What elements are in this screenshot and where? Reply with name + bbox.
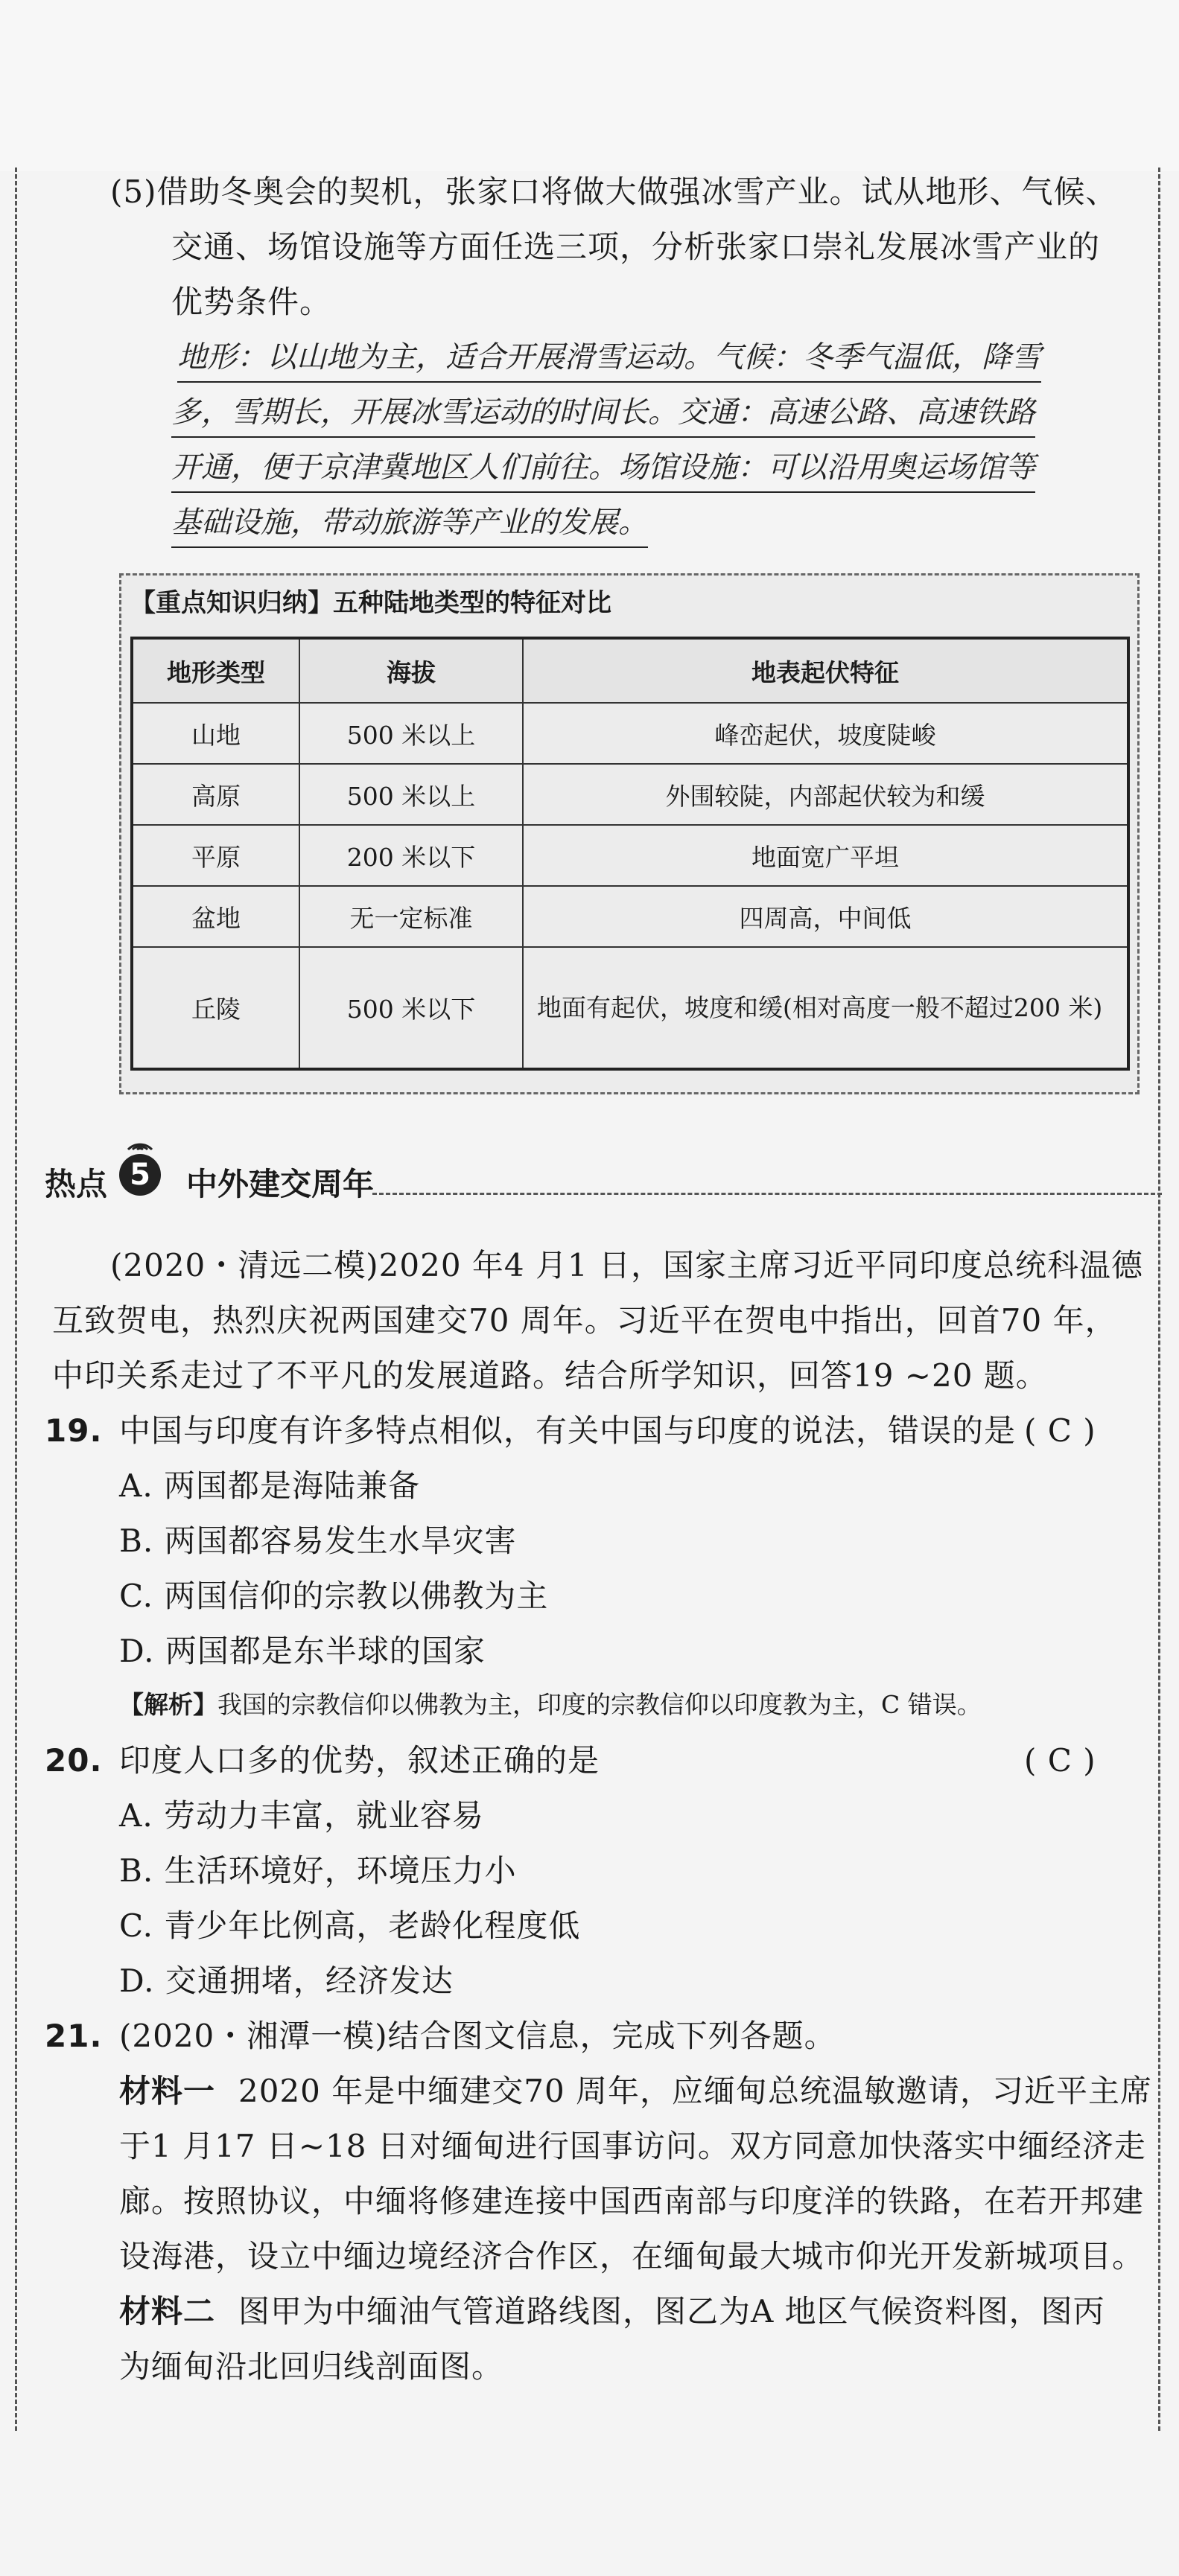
- q19-number: 19.: [45, 1412, 103, 1449]
- q19-option-d: D. 两国都是东半球的国家: [119, 1633, 486, 1669]
- signal-icon: [125, 1127, 155, 1154]
- table-header-row: [132, 638, 1128, 703]
- q5-answer-line-4: 基础设施，带动旅游等产业的发展。: [171, 500, 648, 548]
- q20-option-c: C. 青少年比例高，老龄化程度低: [119, 1907, 581, 1944]
- table-cell: 200 米以下: [299, 825, 523, 886]
- table-row: [132, 764, 1128, 825]
- hotspot-label: 热点: [45, 1166, 108, 1202]
- hotspot-divider: [372, 1193, 1162, 1195]
- intro-line-3: 中印关系走过了不平凡的发展道路。结合所学知识，回答19 ~20 题。: [52, 1357, 1048, 1394]
- explanation-text: 我国的宗教信仰以佛教为主，印度的宗教信仰以印度教为主，C 错误。: [217, 1690, 982, 1719]
- table-row: [132, 947, 1128, 1069]
- table-cell: 峰峦起伏，坡度陡峻: [523, 703, 1128, 764]
- q20-answer: ( C ): [1024, 1742, 1096, 1779]
- q20-option-d: D. 交通拥堵，经济发达: [119, 1963, 454, 1999]
- left-dashed-border: [15, 168, 17, 2431]
- q19-answer: ( C ): [1024, 1412, 1096, 1449]
- table-cell: 平原: [132, 825, 299, 886]
- q5-line-2: 交通、场馆设施等方面任选三项，分析张家口崇礼发展冰雪产业的: [171, 229, 1101, 265]
- table-header: 地形类型: [132, 638, 299, 703]
- material-one-line-4: 设海港，设立中缅边境经济合作区，在缅甸最大城市仰光开发新城项目。: [119, 2238, 1145, 2274]
- table-cell: 盆地: [132, 886, 299, 947]
- explanation-tag: 【解析】: [119, 1690, 217, 1719]
- table-header: 地表起伏特征: [523, 638, 1128, 703]
- intro-line-2: 互致贺电，热烈庆祝两国建交70 周年。习近平在贺电中指出，回首70 年，: [52, 1302, 1117, 1339]
- q20-option-a: A. 劳动力丰富，就业容易: [119, 1797, 485, 1834]
- table-cell: 地面有起伏，坡度和缓(相对高度一般不超过200 米): [523, 947, 1128, 1069]
- right-dashed-border: [1158, 168, 1160, 2431]
- q20-number: 20.: [45, 1742, 103, 1779]
- q19-option-c: C. 两国信仰的宗教以佛教为主: [119, 1578, 549, 1614]
- table-row: [132, 886, 1128, 947]
- hotspot-number: 5: [119, 1154, 161, 1196]
- hotspot-title: 中外建交周年: [186, 1166, 375, 1202]
- material-one-line-2: 于1 月17 日~18 日对缅甸进行国事访问。双方同意加快落实中缅经济走: [119, 2128, 1146, 2164]
- q21-stem: (2020・湘潭一模)结合图文信息，完成下列各题。: [119, 2018, 836, 2054]
- q19-stem: 中国与印度有许多特点相似，有关中国与印度的说法，错误的是: [119, 1412, 1017, 1449]
- q20-option-b: B. 生活环境好，环境压力小: [119, 1852, 517, 1889]
- landform-table: [130, 637, 1130, 1071]
- q5-line-1: (5)借助冬奥会的契机，张家口将做大做强冰雪产业。试从地形、气候、: [110, 173, 1118, 210]
- material-one-line-1: 2020 年是中缅建交70 周年，应缅甸总统温敏邀请，习近平主席: [238, 2073, 1153, 2109]
- table-cell: 地面宽广平坦: [523, 825, 1128, 886]
- table-row: [132, 825, 1128, 886]
- table-row: [132, 703, 1128, 764]
- table-cell: 500 米以上: [299, 703, 523, 764]
- q20-stem: 印度人口多的优势，叙述正确的是: [119, 1742, 600, 1779]
- table-cell: 500 米以上: [299, 764, 523, 825]
- knowledge-title: 【重点知识归纳】五种陆地类型的特征对比: [130, 588, 611, 618]
- intro-line-1: (2020・清远二模)2020 年4 月1 日，国家主席习近平同印度总统科温德: [110, 1247, 1144, 1284]
- table-header: 海拔: [299, 638, 523, 703]
- table-cell: 山地: [132, 703, 299, 764]
- table-cell: 外围较陡，内部起伏较为和缓: [523, 764, 1128, 825]
- material-two-line-2: 为缅甸沿北回归线剖面图。: [119, 2348, 504, 2385]
- material-one-tag: 材料一: [119, 2073, 216, 2109]
- q5-answer-line-3: 开通，便于京津冀地区人们前往。场馆设施：可以沿用奥运场馆等: [171, 445, 1035, 493]
- table-cell: 高原: [132, 764, 299, 825]
- table-cell: 四周高，中间低: [523, 886, 1128, 947]
- knowledge-box: [119, 573, 1140, 1094]
- q5-answer-line-2: 多，雪期长，开展冰雪运动的时间长。交通：高速公路、高速铁路: [171, 390, 1035, 438]
- material-two-line-1: 图甲为中缅油气管道路线图，图乙为A 地区气候资料图，图丙: [238, 2293, 1105, 2330]
- q5-answer-line-1: 地形：以山地为主，适合开展滑雪运动。气候：冬季气温低，降雪: [177, 335, 1041, 383]
- material-two-tag: 材料二: [119, 2293, 216, 2330]
- q19-option-b: B. 两国都容易发生水旱灾害: [119, 1523, 517, 1559]
- q5-line-3: 优势条件。: [171, 284, 332, 320]
- table-cell: 500 米以下: [299, 947, 523, 1069]
- q19-explanation: [119, 1686, 982, 1724]
- q19-option-a: A. 两国都是海陆兼备: [119, 1467, 421, 1504]
- table-cell: 无一定标准: [299, 886, 523, 947]
- material-one-line-3: 廊。按照协议，中缅将修建连接中国西南部与印度洋的铁路，在若开邦建: [119, 2183, 1145, 2219]
- table-cell: 丘陵: [132, 947, 299, 1069]
- q21-number: 21.: [45, 2018, 103, 2054]
- hotspot-heading: [45, 1147, 1132, 1214]
- top-margin: [0, 0, 1179, 171]
